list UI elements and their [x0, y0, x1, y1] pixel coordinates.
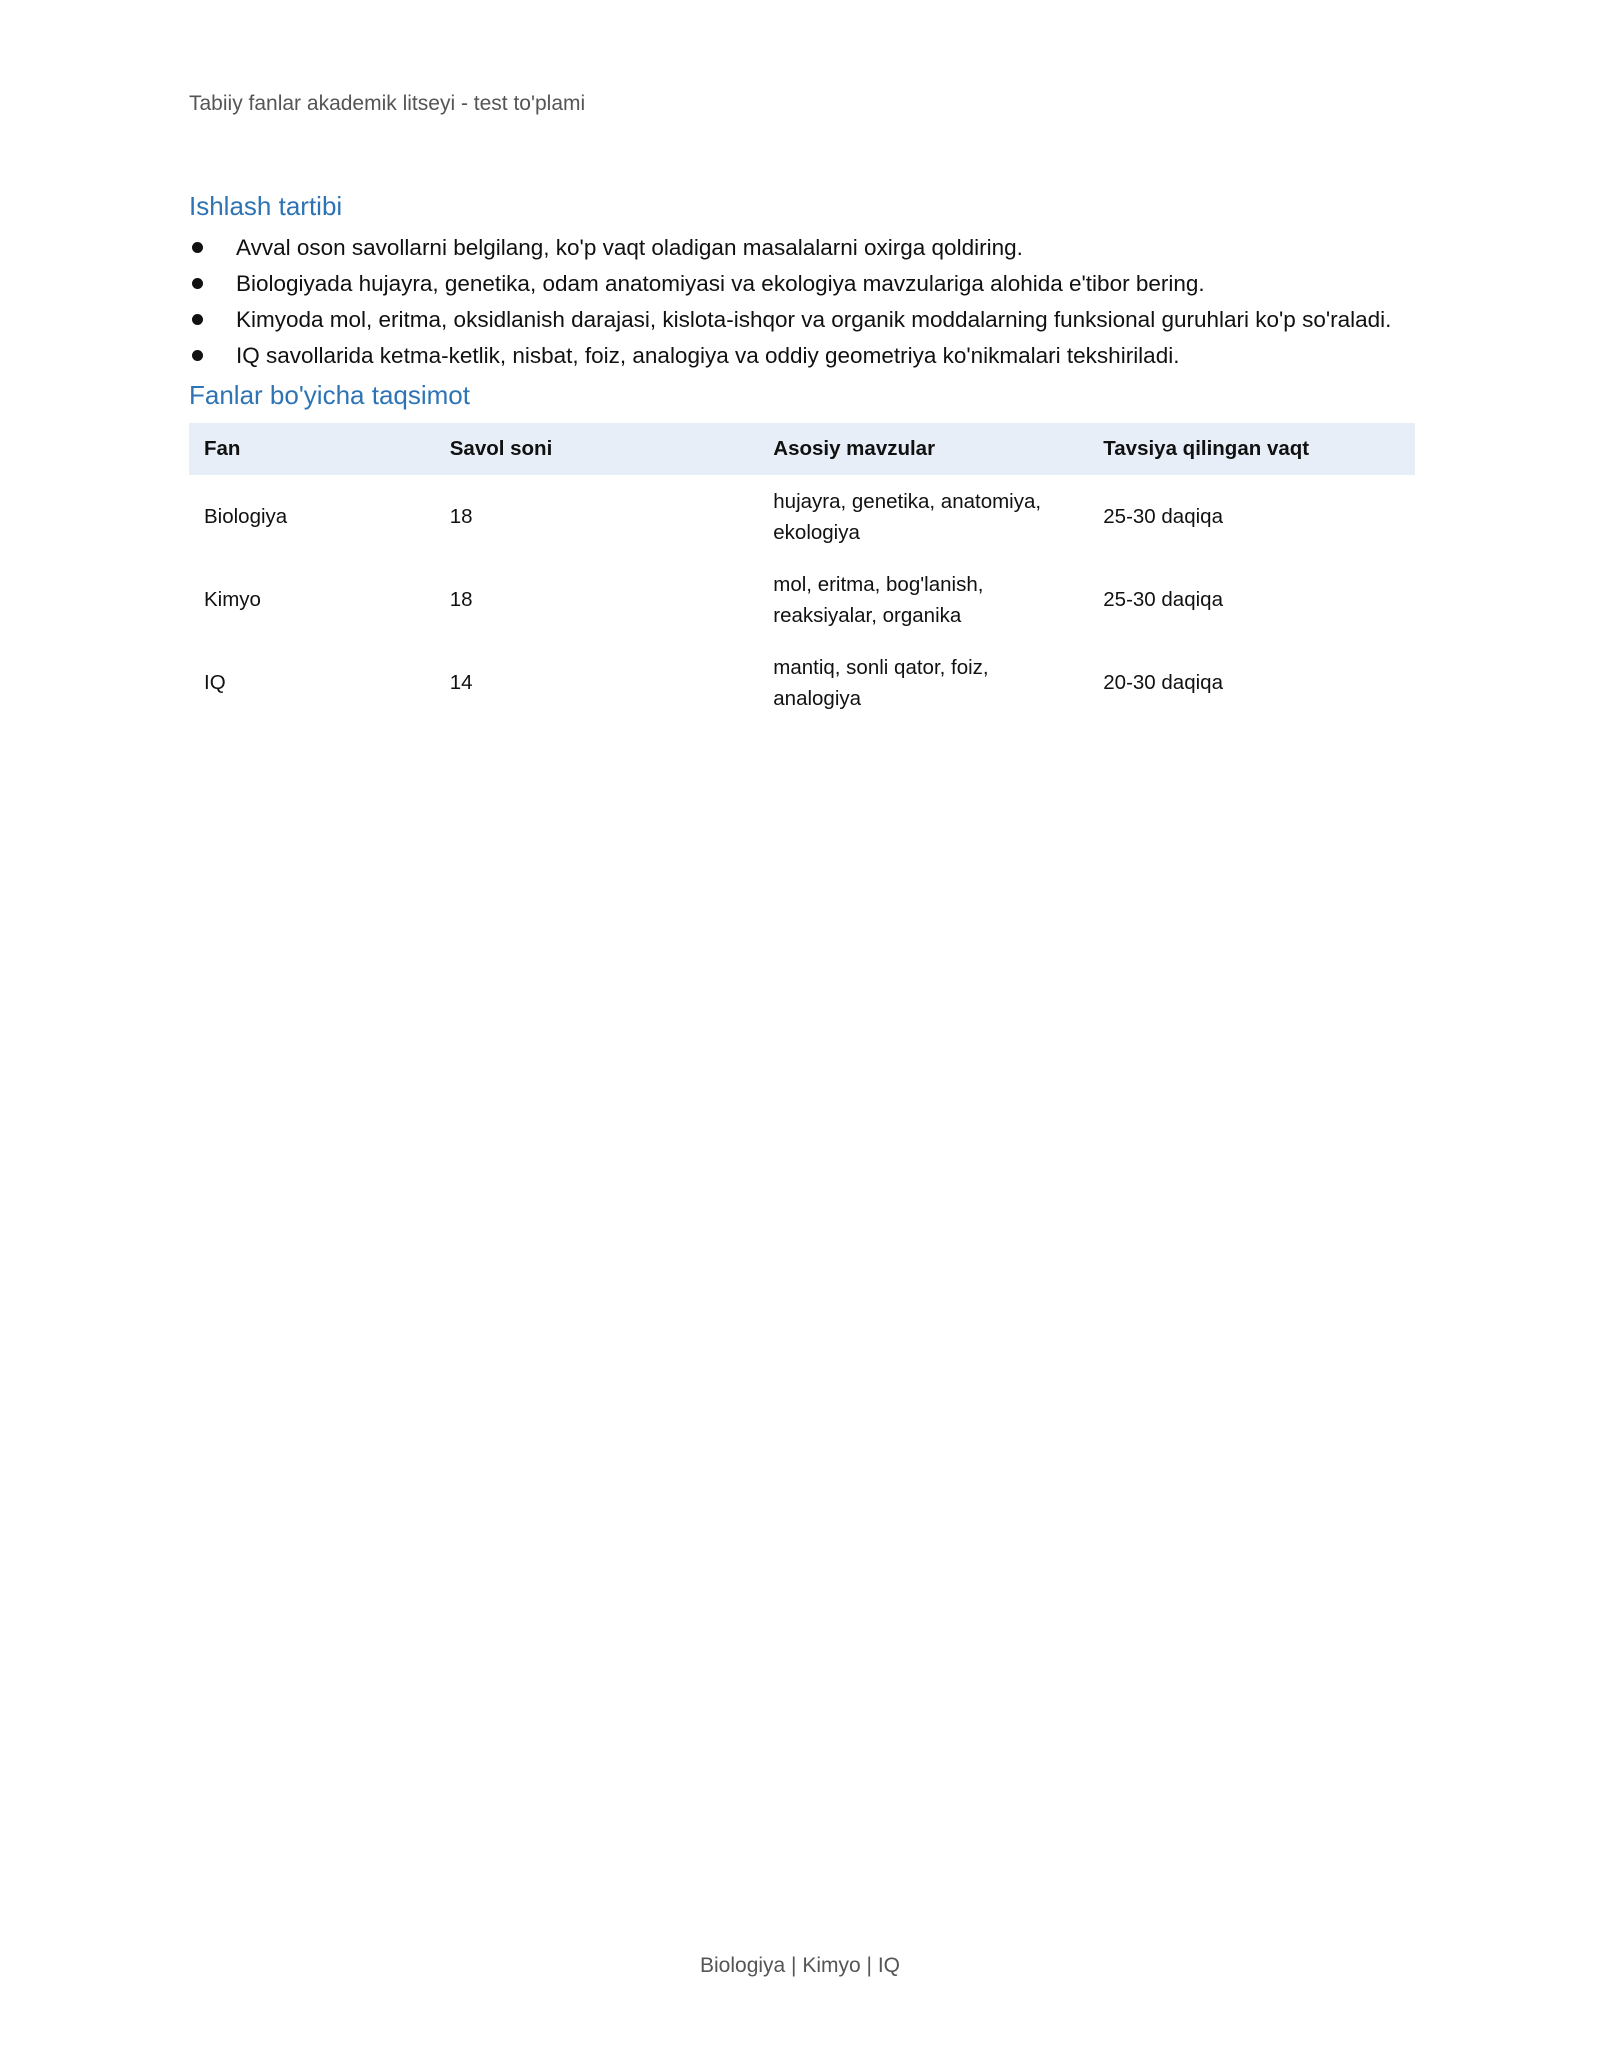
list-item: [189, 302, 1415, 337]
list-item-text: Kimyoda mol, eritma, oksidlanish darajasi, kislota-ishqor va organik moddalarning funksional guruhlari ko'p so'raladi.: [236, 307, 1392, 332]
list-item-text: Biologiyada hujayra, genetika, odam anatomiyasi va ekologiya mavzulariga alohida e'tibor bering.: [236, 271, 1205, 296]
column-header: Savol soni: [435, 423, 759, 475]
column-header: Fan: [189, 423, 435, 475]
instructions-heading: Ishlash tartibi: [189, 191, 343, 221]
table-cell: hujayra, genetika, anatomiya, ekologiya: [773, 489, 1042, 544]
table-row: [189, 641, 1415, 724]
table-cell: 18: [449, 588, 473, 611]
table-cell: Kimyo: [204, 588, 261, 611]
table-cell: 25-30 daqiqa: [1103, 505, 1223, 528]
column-header: Asosiy mavzular: [758, 423, 1088, 475]
page-footer: Biologiya | Kimyo | IQ: [700, 1954, 900, 1977]
table-row: [189, 558, 1415, 641]
page-content: [189, 186, 1415, 724]
list-item: [189, 230, 1415, 265]
list-item-text: IQ savollarida ketma-ketlik, nisbat, foiz, analogiya va oddiy geometriya ko'nikmalari tekshiriladi.: [236, 343, 1180, 368]
table-cell: 14: [449, 671, 473, 694]
table-cell: 18: [449, 505, 473, 528]
list-item-text: Avval oson savollarni belgilang, ko'p vaqt oladigan masalalarni oxirga qoldiring.: [236, 235, 1023, 260]
table-cell: mantiq, sonli qator, foiz, analogiya: [773, 655, 989, 710]
table-cell: 25-30 daqiqa: [1103, 588, 1223, 611]
column-header: Tavsiya qilingan vaqt: [1088, 423, 1415, 475]
table-row: [189, 475, 1415, 558]
table-header-row: [189, 423, 1415, 475]
bullet-icon: [192, 242, 203, 253]
instructions-list: [189, 230, 1415, 373]
table-cell: IQ: [204, 671, 226, 694]
bullet-icon: [192, 350, 203, 361]
bullet-icon: [192, 314, 203, 325]
table-cell: Biologiya: [204, 505, 288, 528]
bullet-icon: [192, 278, 203, 289]
distribution-heading: Fanlar bo'yicha taqsimot: [189, 380, 470, 410]
list-item: [189, 266, 1415, 301]
table-cell: mol, eritma, bog'lanish, reaksiyalar, organika: [773, 572, 984, 627]
list-item: [189, 338, 1415, 373]
page-header: Tabiiy fanlar akademik litseyi - test to'plami: [189, 92, 586, 115]
distribution-table: [189, 423, 1415, 724]
table-cell: 20-30 daqiqa: [1103, 671, 1223, 694]
